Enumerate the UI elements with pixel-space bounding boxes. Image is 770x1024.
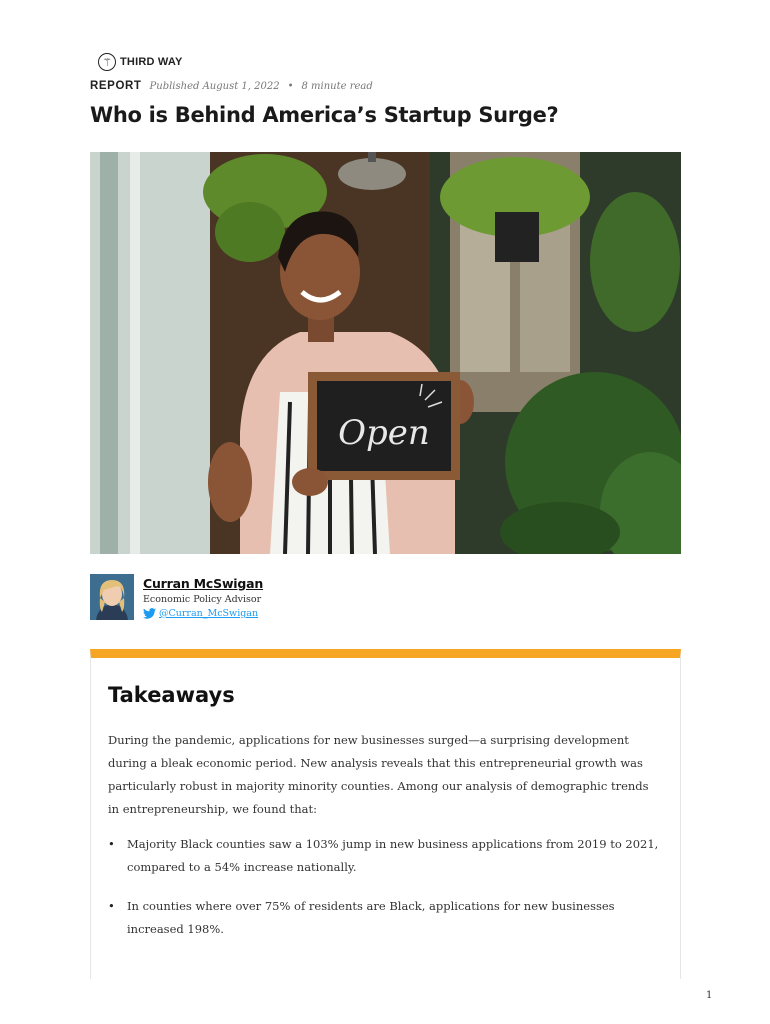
list-item: • Majority Black counties saw a 103% jump in new business applications from 2019 to 2021, compared to a 54% increase nationally. xyxy=(108,833,663,879)
brand-logo[interactable] xyxy=(98,53,183,71)
author-block xyxy=(90,574,263,620)
author-name-link[interactable]: Curran McSwigan xyxy=(143,576,264,591)
article-meta xyxy=(90,80,373,92)
meta-separator: • xyxy=(287,81,294,92)
read-time: 8 minute read xyxy=(301,81,373,92)
author-handle: @Curran_McSwigan xyxy=(159,608,259,619)
takeaways-heading: Takeaways xyxy=(108,683,235,707)
content-type-label: REPORT xyxy=(90,80,142,92)
published-date: Published August 1, 2022 xyxy=(149,81,280,92)
takeaways-box xyxy=(90,649,681,979)
takeaways-intro: During the pandemic, applications for new businesses surged—a surprising development during a bleak economic period. New analysis reveals that this entrepreneurial growth was particularly robust in majority minority counties. Among our analysis of demographic trends in entrepreneurship, we found that: xyxy=(108,733,649,816)
list-item: • In counties where over 75% of residents are Black, applications for new businesses increased 198%. xyxy=(108,895,663,941)
takeaways-list xyxy=(108,833,663,957)
page-number: 1 xyxy=(706,990,713,1001)
page-title: Who is Behind America’s Startup Surge? xyxy=(90,103,559,127)
author-twitter-link[interactable] xyxy=(143,608,263,619)
author-role: Economic Policy Advisor xyxy=(143,594,262,605)
brand-name: THIRD WAY xyxy=(120,56,183,68)
twitter-bird-icon xyxy=(143,608,156,619)
avatar[interactable] xyxy=(90,574,134,620)
chalkboard-sign-text: Open xyxy=(338,413,430,453)
author-info xyxy=(143,574,263,620)
third-way-logo-icon: ⚚ xyxy=(98,53,116,71)
hero-image xyxy=(90,152,681,554)
